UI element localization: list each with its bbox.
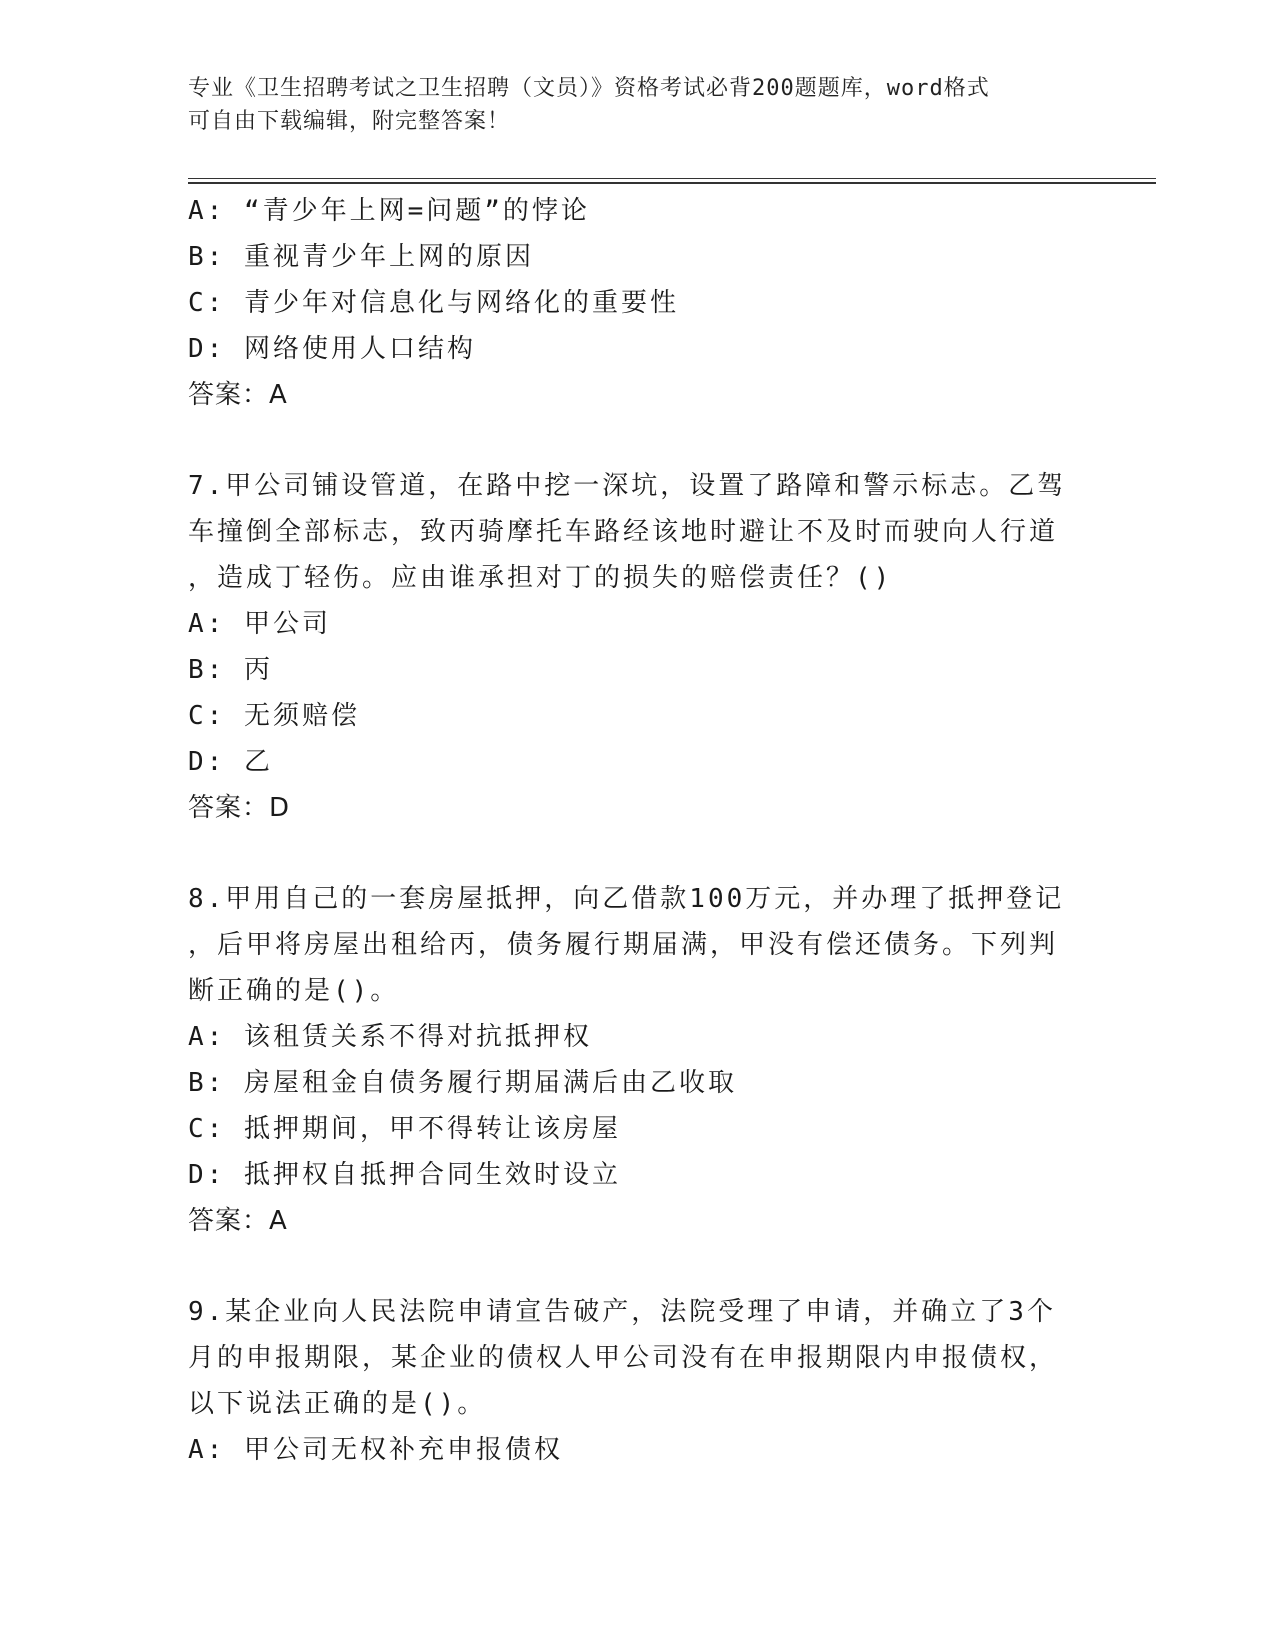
document-header [188, 72, 1068, 138]
question-text-line: 断正确的是()。 [188, 976, 400, 1006]
question-6 [188, 188, 1068, 418]
option-d: D: 抵押权自抵押合同生效时设立 [188, 1160, 621, 1190]
answer-line: 答案：D [188, 793, 291, 823]
spacer [188, 1244, 1068, 1289]
question-text-line: 8.甲用自己的一套房屋抵押，向乙借款100万元，并办理了抵押登记 [188, 884, 1065, 914]
option-b: B: 重视青少年上网的原因 [188, 242, 534, 272]
question-9 [188, 1289, 1068, 1473]
option-a: A: “青少年上网=问题”的悖论 [188, 196, 590, 226]
answer-line: 答案：A [188, 380, 288, 410]
question-text-line: 以下说法正确的是()。 [188, 1389, 487, 1419]
question-text-line: ，造成丁轻伤。应由谁承担对丁的损失的赔偿责任？() [188, 563, 893, 593]
spacer [188, 418, 1068, 463]
question-8 [188, 876, 1068, 1244]
option-c: C: 抵押期间，甲不得转让该房屋 [188, 1114, 621, 1144]
option-a: A: 甲公司 [188, 609, 331, 639]
question-7 [188, 463, 1068, 831]
answer-line: 答案：A [188, 1206, 288, 1236]
option-b: B: 房屋租金自债务履行期届满后由乙收取 [188, 1068, 737, 1098]
document-body [188, 188, 1068, 1473]
question-text-line: 7.甲公司铺设管道，在路中挖一深坑，设置了路障和警示标志。乙驾 [188, 471, 1067, 501]
header-line-2: 可自由下载编辑，附完整答案！ [188, 109, 511, 134]
option-a: A: 甲公司无权补充申报债权 [188, 1435, 563, 1465]
question-text-line: ，后甲将房屋出租给丙，债务履行期届满，甲没有偿还债务。下列判 [188, 930, 1059, 960]
question-text-line: 车撞倒全部标志，致丙骑摩托车路经该地时避让不及时而驶向人行道 [188, 517, 1059, 547]
option-d: D: 乙 [188, 747, 273, 777]
header-divider [188, 178, 1156, 184]
header-line-1: 专业《卫生招聘考试之卫生招聘（文员）》资格考试必背200题题库，word格式 [188, 76, 990, 101]
spacer [188, 831, 1068, 876]
question-text-line: 月的申报期限，某企业的债权人甲公司没有在申报期限内申报债权， [188, 1343, 1059, 1373]
option-c: C: 青少年对信息化与网络化的重要性 [188, 288, 679, 318]
option-d: D: 网络使用人口结构 [188, 334, 476, 364]
option-b: B: 丙 [188, 655, 273, 685]
option-c: C: 无须赔偿 [188, 701, 360, 731]
question-text-line: 9.某企业向人民法院申请宣告破产，法院受理了申请，并确立了3个 [188, 1297, 1056, 1327]
option-a: A: 该租赁关系不得对抗抵押权 [188, 1022, 592, 1052]
